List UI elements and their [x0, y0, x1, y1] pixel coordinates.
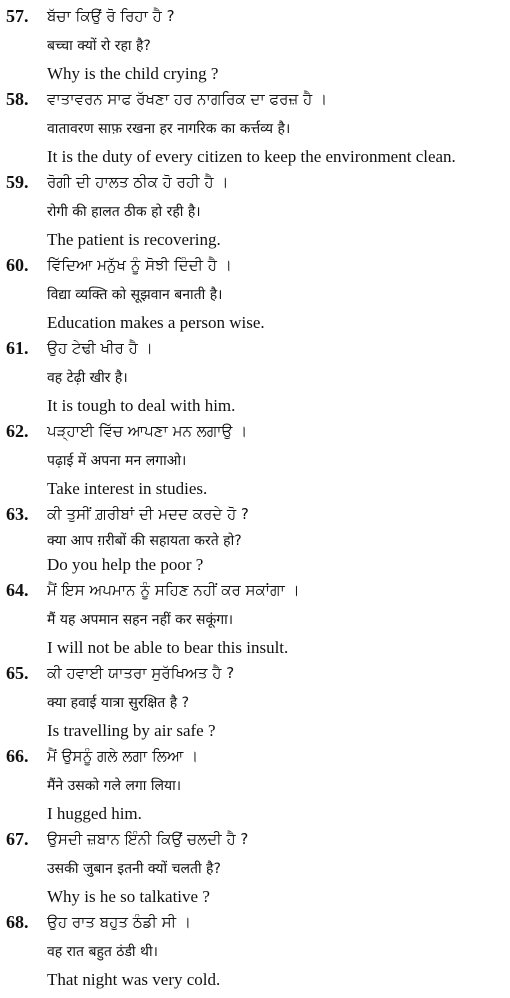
entry-number: 62. [6, 421, 29, 441]
english-sentence: Is travelling by air safe ? [47, 721, 216, 740]
phrase-entry [0, 910, 510, 998]
hindi-sentence: क्या आप ग़रीबों की सहायता करते हो? [47, 533, 242, 549]
english-sentence: Take interest in studies. [47, 479, 208, 498]
phrase-entry [0, 419, 510, 507]
punjabi-sentence: ਮੈਂ ਉਸਨੂੰ ਗਲੇ ਲਗਾ ਲਿਆ । [47, 747, 199, 765]
phrase-entry [0, 661, 510, 749]
english-sentence: That night was very cold. [47, 970, 221, 989]
entry-number: 65. [6, 663, 29, 683]
english-sentence: I will not be able to bear this insult. [47, 638, 289, 657]
phrase-entry [0, 502, 510, 590]
entry-number: 58. [6, 89, 29, 109]
phrase-entry [0, 253, 510, 341]
hindi-sentence: वातावरण साफ़ रखना हर नागरिक का कर्त्तव्य है। [47, 121, 291, 137]
entry-number: 68. [6, 912, 29, 932]
english-sentence: Do you help the poor ? [47, 555, 204, 574]
punjabi-sentence: ਵਿੱਦਿਆ ਮਨੁੱਖ ਨੂੰ ਸੋਝੀ ਦਿੰਦੀ ਹੈ । [47, 256, 232, 274]
hindi-sentence: मैंने उसको गले लगा लिया। [47, 778, 182, 794]
english-sentence: The patient is recovering. [47, 230, 221, 249]
punjabi-sentence: ਵਾਤਾਵਰਨ ਸਾਫ ਰੱਖਣਾ ਹਰ ਨਾਗਰਿਕ ਦਾ ਫਰਜ਼ ਹੈ । [47, 90, 328, 108]
entry-number: 60. [6, 255, 29, 275]
phrase-entry [0, 744, 510, 832]
entry-number: 63. [6, 504, 29, 524]
english-sentence: Education makes a person wise. [47, 313, 265, 332]
punjabi-sentence: ਉਸਦੀ ਜ਼ਬਾਨ ਇੰਨੀ ਕਿਉਂ ਚਲਦੀ ਹੈ ? [47, 830, 249, 848]
entry-number: 59. [6, 172, 29, 192]
punjabi-sentence: ਪੜ੍ਹਾਈ ਵਿੱਚ ਆਪਣਾ ਮਨ ਲਗਾਉ । [47, 422, 248, 440]
english-sentence: I hugged him. [47, 804, 142, 823]
hindi-sentence: रोगी की हालत ठीक हो रही है। [47, 204, 201, 220]
phrase-entry [0, 827, 510, 915]
hindi-sentence: क्या हवाई यात्रा सुरक्षित है ? [47, 695, 190, 711]
hindi-sentence: वह टेढ़ी खीर है। [47, 370, 128, 386]
hindi-sentence: विद्या व्यक्ति को सूझवान बनाती है। [47, 287, 223, 303]
hindi-sentence: मैं यह अपमान सहन नहीं कर सकूंगा। [47, 612, 234, 628]
punjabi-sentence: ਮੈਂ ਇਸ ਅਪਮਾਨ ਨੂੰ ਸਹਿਣ ਨਹੀਂ ਕਰ ਸਕਾਂਗਾ । [47, 581, 300, 599]
phrase-entry [0, 578, 510, 666]
entry-number: 66. [6, 746, 29, 766]
hindi-sentence: बच्चा क्यों रो रहा है? [47, 38, 151, 54]
punjabi-sentence: ਕੀ ਹਵਾਈ ਯਾਤਰਾ ਸੁਰੱਖਿਅਤ ਹੈ ? [47, 664, 235, 682]
entry-number: 64. [6, 580, 29, 600]
punjabi-sentence: ਉਹ ਰਾਤ ਬਹੁਤ ਠੰਡੀ ਸੀ । [47, 913, 191, 931]
english-sentence: It is tough to deal with him. [47, 396, 236, 415]
punjabi-sentence: ਕੀ ਤੁਸੀਂ ਗ਼ਰੀਬਾਂ ਦੀ ਮਦਦ ਕਰਦੇ ਹੋ ? [47, 505, 249, 523]
hindi-sentence: पढ़ाई में अपना मन लगाओ। [47, 453, 187, 469]
english-sentence: It is the duty of every citizen to keep the environment clean. [47, 147, 456, 166]
entry-number: 61. [6, 338, 29, 358]
phrase-entry [0, 87, 510, 175]
punjabi-sentence: ਬੱਚਾ ਕਿਉਂ ਰੋ ਰਿਹਾ ਹੈ ? [47, 7, 175, 25]
phrase-entry [0, 4, 510, 92]
entry-number: 67. [6, 829, 29, 849]
punjabi-sentence: ਉਹ ਟੇਢੀ ਖੀਰ ਹੈ । [47, 339, 153, 357]
english-sentence: Why is he so talkative ? [47, 887, 210, 906]
phrase-entry [0, 170, 510, 258]
punjabi-sentence: ਰੋਗੀ ਦੀ ਹਾਲਤ ਠੀਕ ਹੋ ਰਹੀ ਹੈ । [47, 173, 229, 191]
hindi-sentence: वह रात बहुत ठंडी थी। [47, 944, 158, 960]
hindi-sentence: उसकी जुबान इतनी क्यों चलती है? [47, 861, 221, 877]
entry-number: 57. [6, 6, 29, 26]
english-sentence: Why is the child crying ? [47, 64, 219, 83]
phrase-entry [0, 336, 510, 424]
